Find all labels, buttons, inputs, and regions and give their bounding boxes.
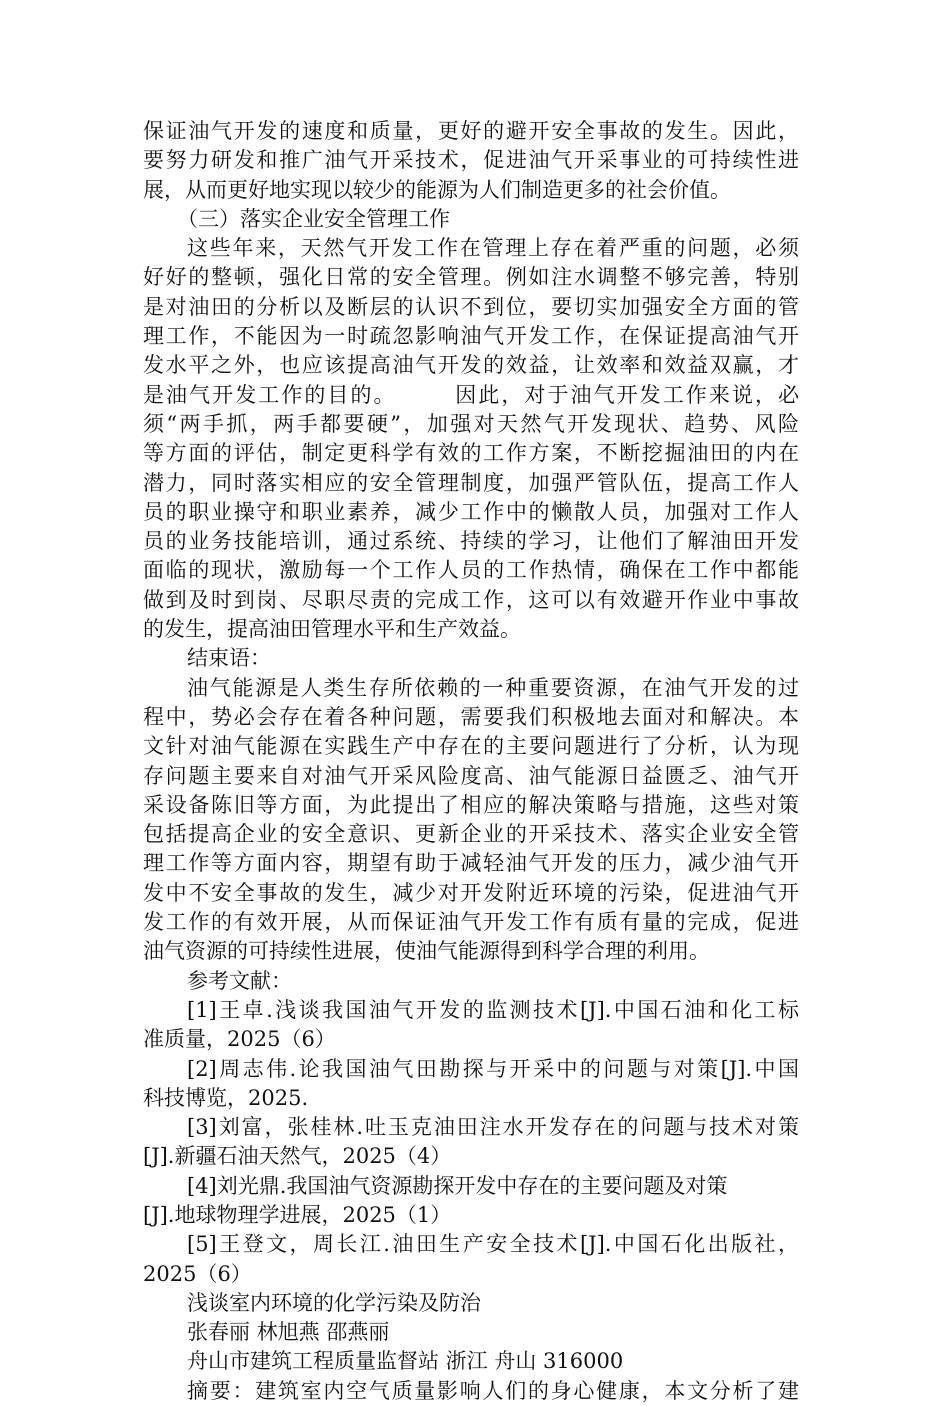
reference-line: [3]刘富，张桂林.吐玉克油田注水开发存在的问题与技术对策 [187,1115,799,1140]
body-line: 是油气开发工作的目的。 因此，对于油气开发工作来说，必 [143,382,799,407]
references-heading: 参考文献： [187,968,292,993]
body-line: 理工作，不能因为一时疏忽影响油气开发工作，在保证提高油气开 [143,324,799,349]
reference-line: [4]刘光鼎.我国油气资源勘探开发中存在的主要问题及对策 [187,1173,728,1198]
body-line: 潜力，同时落实相应的安全管理制度，加强严管队伍，提高工作人 [143,470,799,495]
reference-line: 准质量，2025（6） [143,1027,336,1052]
body-line: 保证油气开发的速度和质量，更好的避开安全事故的发生。因此， [143,119,799,143]
article-title: 浅谈室内环境的化学污染及防治 [187,1290,481,1315]
body-line: 要努力研发和推广油气开采技术，促进油气开采事业的可持续性进 [143,148,799,173]
body-line: 等方面的评估，制定更科学有效的工作方案，不断挖掘油田的内在 [143,441,799,466]
body-line: 展，从而更好地实现以较少的能源为人们制造更多的社会价值。 [143,177,731,202]
reference-line: 科技博览，2025. [143,1085,309,1110]
body-line: 油气能源是人类生存所依赖的一种重要资源，在油气开发的过 [187,675,799,700]
body-line: 须“两手抓，两手都要硬”，加强对天然气开发现状、趋势、风险 [143,411,799,436]
section-heading: （三）落实企业安全管理工作 [177,206,450,231]
article-abstract: 摘要：建筑室内空气质量影响人们的身心健康，本文分析了建 [187,1378,799,1403]
body-line: 员的业务技能培训，通过系统、持续的学习，让他们了解油田开发 [143,529,799,554]
body-line: 这些年来，天然气开发工作在管理上存在着严重的问题，必须 [187,236,799,261]
body-line: 油气资源的可持续性进展，使油气能源得到科学合理的利用。 [143,939,710,964]
reference-line: [1]王卓.浅谈我国油气开发的监测技术[J].中国石油和化工标 [187,997,799,1022]
conclusion-heading: 结束语： [187,646,271,671]
body-line: 发工作的有效开展，从而保证油气开发工作有质有量的完成，促进 [143,910,799,935]
body-line: 存问题主要来自对油气开采风险度高、油气能源日益匮乏、油气开 [143,763,799,788]
article-authors: 张春丽 林旭燕 邵燕丽 [187,1320,390,1345]
reference-line: [5]王登文，周长江.油田生产安全技术[J].中国石化出版社， [187,1232,799,1257]
reference-line: 2025（6） [143,1261,252,1286]
body-line: 包括提高企业的安全意识、更新企业的开采技术、落实企业安全管 [143,822,799,847]
body-line: 程中，势必会存在着各种问题，需要我们积极地去面对和解决。本 [143,704,799,729]
body-line: 采设备陈旧等方面，为此提出了相应的解决策略与措施，这些对策 [143,792,799,817]
article-affiliation: 舟山市建筑工程质量监督站 浙江 舟山 316000 [187,1349,624,1374]
reference-line: [2]周志伟.论我国油气田勘探与开采中的问题与对策[J].中国 [187,1056,799,1081]
reference-line: [J].地球物理学进展，2025（1） [143,1202,452,1227]
body-line: 的发生，提高油田管理水平和生产效益。 [143,617,521,642]
reference-line: [J].新疆石油天然气，2025（4） [143,1144,452,1169]
body-line: 理工作等方面内容，期望有助于减轻油气开发的压力，减少油气开 [143,851,799,876]
body-line: 是对油田的分析以及断层的认识不到位，要切实加强安全方面的管 [143,294,799,319]
body-line: 好好的整顿，强化日常的安全管理。例如注水调整不够完善，特别 [143,265,799,290]
body-line: 做到及时到岗、尽职尽责的完成工作，这可以有效避开作业中事故 [143,587,799,612]
body-line: 文针对油气能源在实践生产中存在的主要问题进行了分析，认为现 [143,734,799,759]
body-line: 发水平之外，也应该提高油气开发的效益，让效率和效益双赢，才 [143,353,799,378]
body-line: 发中不安全事故的发生，减少对开发附近环境的污染，促进油气开 [143,880,799,905]
document-page [143,117,799,1406]
body-line: 面临的现状，激励每一个工作人员的工作热情，确保在工作中都能 [143,558,799,583]
body-line: 员的职业操守和职业素养，减少工作中的懒散人员，加强对工作人 [143,499,799,524]
